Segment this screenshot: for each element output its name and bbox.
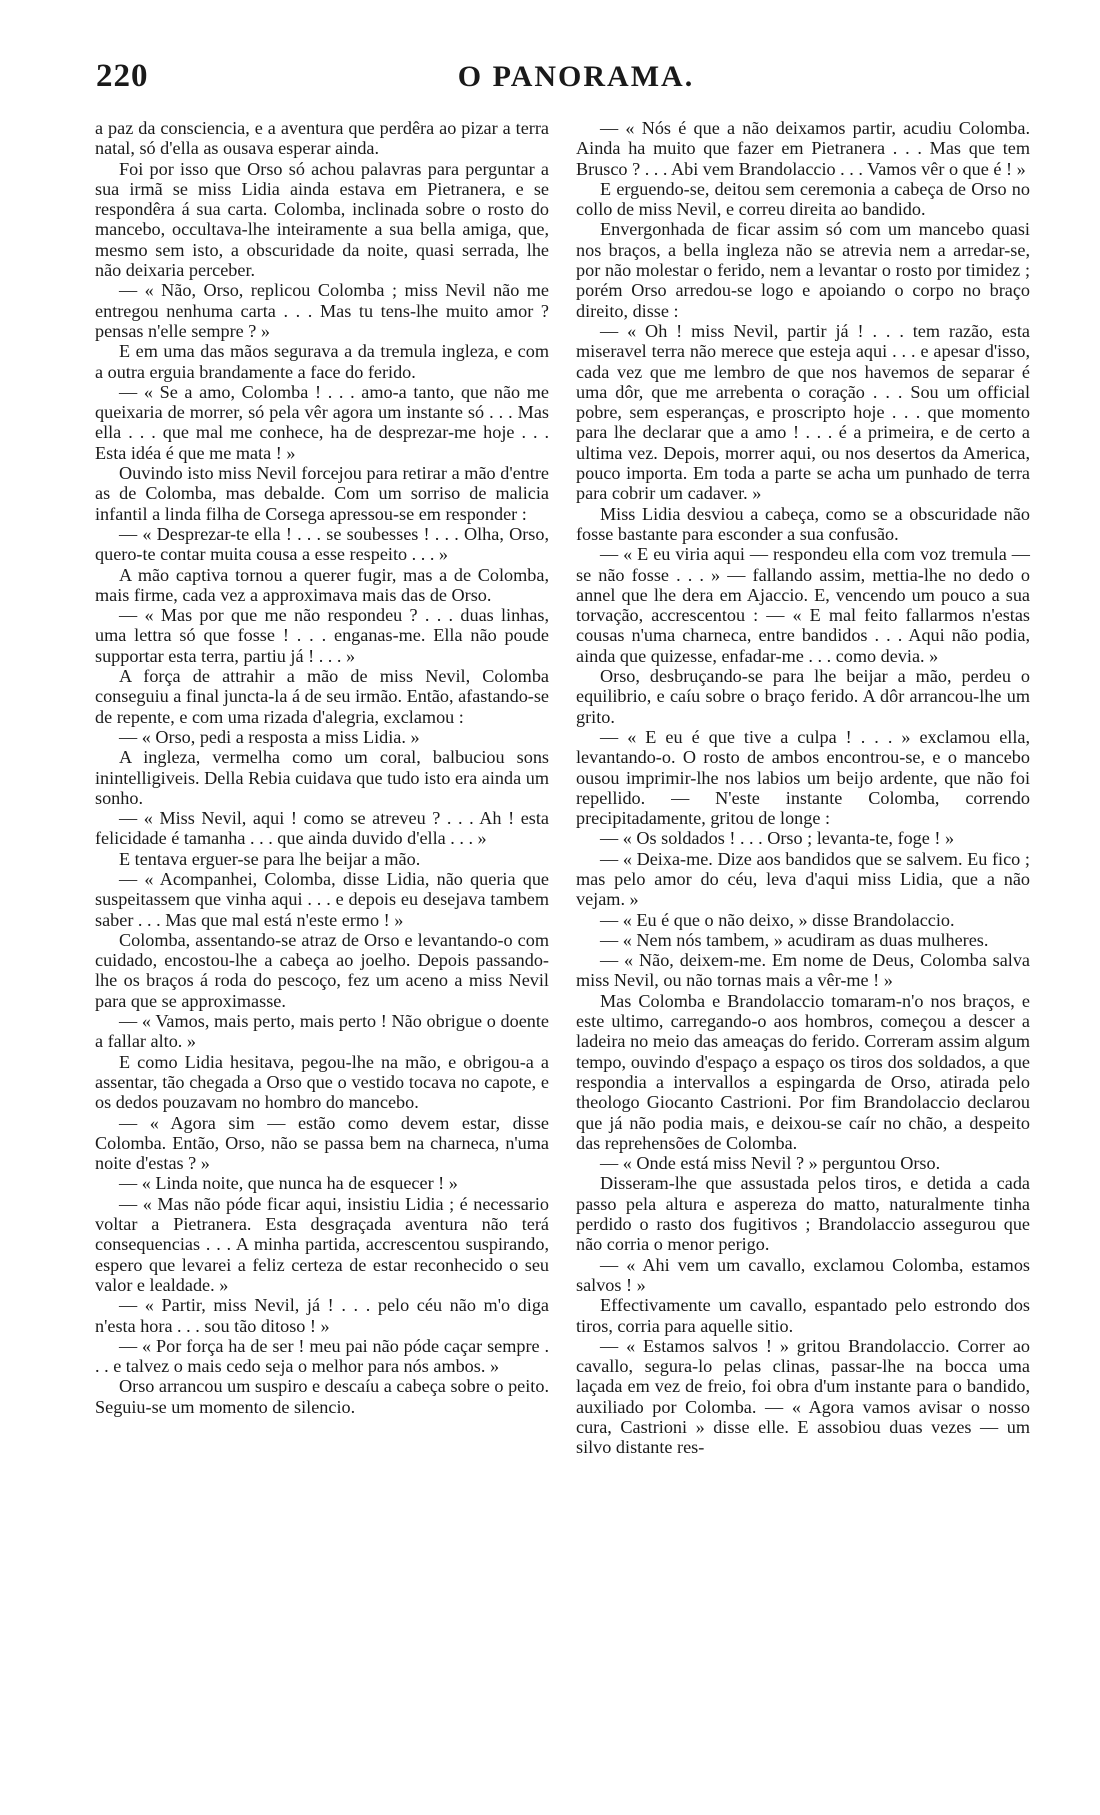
paragraph: — « Mas por que me não respondeu ? . . . duas linhas, uma lettra só que fosse ! . . . enganas-me. Ella não poude supportar esta terra, partiu já ! . . . » bbox=[95, 605, 549, 666]
paragraph: — « Onde está miss Nevil ? » perguntou Orso. bbox=[600, 1153, 941, 1174]
paragraph: — « Estamos salvos ! » gritou Brandolaccio. Correr ao cavallo, segura-lo pelas clinas, passar-lhe na bocca uma laçada em vez de freio, foi obra d'um instante para o bandido, auxiliado por Colomba. — « Agora vamos avisar o nosso cura, Castrioni » disse elle. E assobiou duas vezes — um silvo distante res- bbox=[576, 1335, 1030, 1458]
paragraph: — « Vamos, mais perto, mais perto ! Não obrigue o doente a fallar alto. » bbox=[95, 1011, 549, 1052]
paragraph: — « E eu viria aqui — respondeu ella com voz tremula — se não fosse . . . » — fallando assim, mettia-lhe no dedo o annel que lhe dera em Ajaccio. E, vencendo um pouco a sua torvação, accrescentou : — « E mal feito fallarmos n'estas cousas n'uma charneca, entre bandidos . . . Aqui não podia, ainda que quizesse, enfadar-me . . . como devia. » bbox=[576, 544, 1030, 666]
page-number: 220 bbox=[96, 58, 149, 94]
paragraph: Orso, desbruçando-se para lhe beijar a mão, perdeu o equilibrio, e caíu sobre o braço ferido. A dôr arrancou-lhe um grito. bbox=[576, 666, 1030, 727]
paragraph: Orso arrancou um suspiro e descaíu a cabeça sobre o peito. Seguiu-se um momento de silencio. bbox=[95, 1376, 549, 1417]
left-column bbox=[95, 118, 549, 1417]
paragraph: — « Os soldados ! . . . Orso ; levanta-te, foge ! » bbox=[600, 828, 955, 849]
paragraph: Envergonhada de ficar assim só com um mancebo quasi nos braços, a bella ingleza não se atrevia nem a arredar-se, por não molestar o ferido, nem a levantar o rosto por timidez ; porém Orso arredou-se logo e apoiando o corpo no braço direito, disse : bbox=[576, 219, 1030, 321]
paragraph: A ingleza, vermelha como um coral, balbuciou sons inintelligiveis. Della Rebia cuidava que tudo isto era ainda um sonho. bbox=[95, 747, 549, 808]
paragraph: a paz da consciencia, e a aventura que perdêra ao pizar a terra natal, só d'ella as ousava esperar ainda. bbox=[95, 118, 549, 159]
paragraph: Miss Lidia desviou a cabeça, como se a obscuridade não fosse bastante para esconder a sua confusão. bbox=[576, 503, 1030, 544]
paragraph: E tentava erguer-se para lhe beijar a mão. bbox=[119, 848, 421, 869]
paragraph: — « Nós é que a não deixamos partir, acudiu Colomba. Ainda ha muito que fazer em Pietranera . . . Mas que tem Brusco ? . . . Abi vem Brandolaccio . . . Vamos vêr o que é ! » bbox=[576, 118, 1030, 179]
paragraph: — « E eu é que tive a culpa ! . . . » exclamou ella, levantando-o. O rosto de ambos encontrou-se, e o mancebo ousou imprimir-lhe nos labios um beijo ardente, que não foi repellido. — N'este instante Colomba, correndo precipitadamente, gritou de longe : bbox=[576, 726, 1030, 829]
paragraph: — « Nem nós tambem, » acudiram as duas mulheres. bbox=[600, 929, 989, 950]
paragraph: Colomba, assentando-se atraz de Orso e levantando-o com cuidado, encostou-lhe a cabeça ao joelho. Depois passando-lhe os braços á roda do pescoço, fez um aceno a miss Nevil para que se approximasse. bbox=[95, 929, 549, 1011]
paragraph: — « Partir, miss Nevil, já ! . . . pelo céu não m'o diga n'esta hora . . . sou tão ditoso ! » bbox=[95, 1295, 549, 1336]
paragraph: — « Miss Nevil, aqui ! como se atreveu ? . . . Ah ! esta felicidade é tamanha . . . que ainda duvido d'ella . . . » bbox=[95, 808, 549, 849]
paragraph: E erguendo-se, deitou sem ceremonia a cabeça de Orso no collo de miss Nevil, e correu direita ao bandido. bbox=[576, 178, 1030, 220]
paragraph: — « Desprezar-te ella ! . . . se soubesses ! . . . Olha, Orso, quero-te contar muita cousa a esse respeito . . . » bbox=[95, 523, 549, 565]
paragraph: — « Eu é que o não deixo, » disse Brandolaccio. bbox=[600, 909, 955, 930]
paragraph: A força de attrahir a mão de miss Nevil, Colomba conseguiu a final juncta-la á de seu irmão. Então, afastando-se de repente, e com uma rizada d'alegria, exclamou : bbox=[95, 666, 550, 727]
paragraph: — « Deixa-me. Dize aos bandidos que se salvem. Eu fico ; mas pelo amor do céu, leva d'aqui miss Lidia, que a não vejam. » bbox=[576, 848, 1030, 910]
paragraph: Mas Colomba e Brandolaccio tomaram-n'o nos braços, e este ultimo, carregando-o aos hombros, começou a descer a ladeira no meio das ameaças do ferido. Correram assim algum tempo, ouvindo d'espaço a espaço os tiros dos soldados, a que respondia a intervallos a espingarda de Orso, atirada pelo theologo Giocanto Castrioni. Por fim Brandolaccio declarou que já não podia mais, e deixou-se caír no chão, a despeito das reprehensões de Colomba. bbox=[576, 990, 1030, 1153]
paragraph: Foi por isso que Orso só achou palavras para perguntar a sua irmã se miss Lidia ainda estava em Pietranera, e se respondêra á sua carta. Colomba, inclinada sobre o rosto do mancebo, occultava-lhe inteiramente a sua bella amiga, que, mesmo sem isto, a obscuridade da noite, quasi serrada, lhe não deixaria perceber. bbox=[95, 158, 549, 281]
paragraph: Ouvindo isto miss Nevil forcejou para retirar a mão d'entre as de Colomba, mas debalde. Com um sorriso de malicia infantil a linda filha de Corsega apressou-se em responder : bbox=[95, 463, 549, 524]
page-header bbox=[96, 58, 1056, 108]
paragraph: — « Orso, pedi a resposta a miss Lidia. » bbox=[119, 726, 420, 747]
paragraph: — « Não, deixem-me. Em nome de Deus, Colomba salva miss Nevil, ou não tornas mais a vêr-me ! » bbox=[576, 950, 1030, 991]
paragraph: E em uma das mãos segurava a da tremula ingleza, e com a outra erguia brandamente a face do ferido. bbox=[95, 341, 549, 382]
paragraph: Effectivamente um cavallo, espantado pelo estrondo dos tiros, corria para aquelle sitio. bbox=[576, 1295, 1030, 1336]
paragraph: — « Por força ha de ser ! meu pai não póde caçar sempre . . . e talvez o mais cedo seja o melhor para nós ambos. » bbox=[95, 1335, 549, 1377]
paragraph: — « Linda noite, que nunca ha de esquecer ! » bbox=[119, 1173, 458, 1194]
right-column bbox=[576, 118, 1030, 1458]
paragraph: — « Acompanhei, Colomba, disse Lidia, não queria que suspeitassem que vinha aqui . . . e depois eu desejava tambem saber . . . Mas que mal está n'este ermo ! » bbox=[95, 868, 549, 930]
paragraph: A mão captiva tornou a querer fugir, mas a de Colomba, mais firme, cada vez a approximava mais das de Orso. bbox=[95, 564, 549, 605]
paragraph: — « Mas não póde ficar aqui, insistiu Lidia ; é necessario voltar a Pietranera. Esta desgraçada aventura não terá consequencias . . . A minha partida, accrescentou suspirando, espero que levarei a feliz certeza de estar reconhecido o seu valor e lealdade. » bbox=[95, 1193, 549, 1295]
paragraph: E como Lidia hesitava, pegou-lhe na mão, e obrigou-a a assentar, tão chegada a Orso que o vestido tocava no capote, e os dedos pouzavam no hombro do mancebo. bbox=[95, 1051, 549, 1113]
masthead-title: O PANORAMA. bbox=[457, 60, 695, 93]
paragraph: — « Não, Orso, replicou Colomba ; miss Nevil não me entregou nenhuma carta . . . Mas tu tens-lhe muito amor ? pensas n'elle sempre ? » bbox=[95, 280, 549, 341]
paragraph: — « Ahi vem um cavallo, exclamou Colomba, estamos salvos ! » bbox=[576, 1254, 1030, 1295]
paragraph: — « Oh ! miss Nevil, partir já ! . . . tem razão, esta miseravel terra não merece que esteja aqui . . . e apesar d'isso, cada vez que me lembro de que nos havemos de separar é uma dôr, que me arrebenta o coração . . . Sou um official pobre, sem esperanças, e proscripto hoje . . . que momento para lhe declarar que a amo ! . . . é a primeira, e de certo a ultima vez. Depois, morrer aqui, ou nos desertos da America, pouco importa. Em toda a parte se acha um punhado de terra para cobrir um cadaver. » bbox=[576, 320, 1030, 504]
paragraph: — « Se a amo, Colomba ! . . . amo-a tanto, que não me queixaria de morrer, só pela vêr agora um instante só . . . Mas ella . . . que mal me conhece, ha de desprezar-me hoje . . . Esta idéa é que me mata ! » bbox=[95, 381, 549, 463]
paragraph: Disseram-lhe que assustada pelos tiros, e detida a cada passo pela altura e aspereza do matto, naturalmente tinha perdido o rasto dos fugitivos ; Brandolaccio assegurou que não corria o menor perigo. bbox=[576, 1173, 1030, 1255]
paragraph: — « Agora sim — estão como devem estar, disse Colomba. Então, Orso, não se passa bem na charneca, n'uma noite d'estas ? » bbox=[95, 1112, 549, 1174]
